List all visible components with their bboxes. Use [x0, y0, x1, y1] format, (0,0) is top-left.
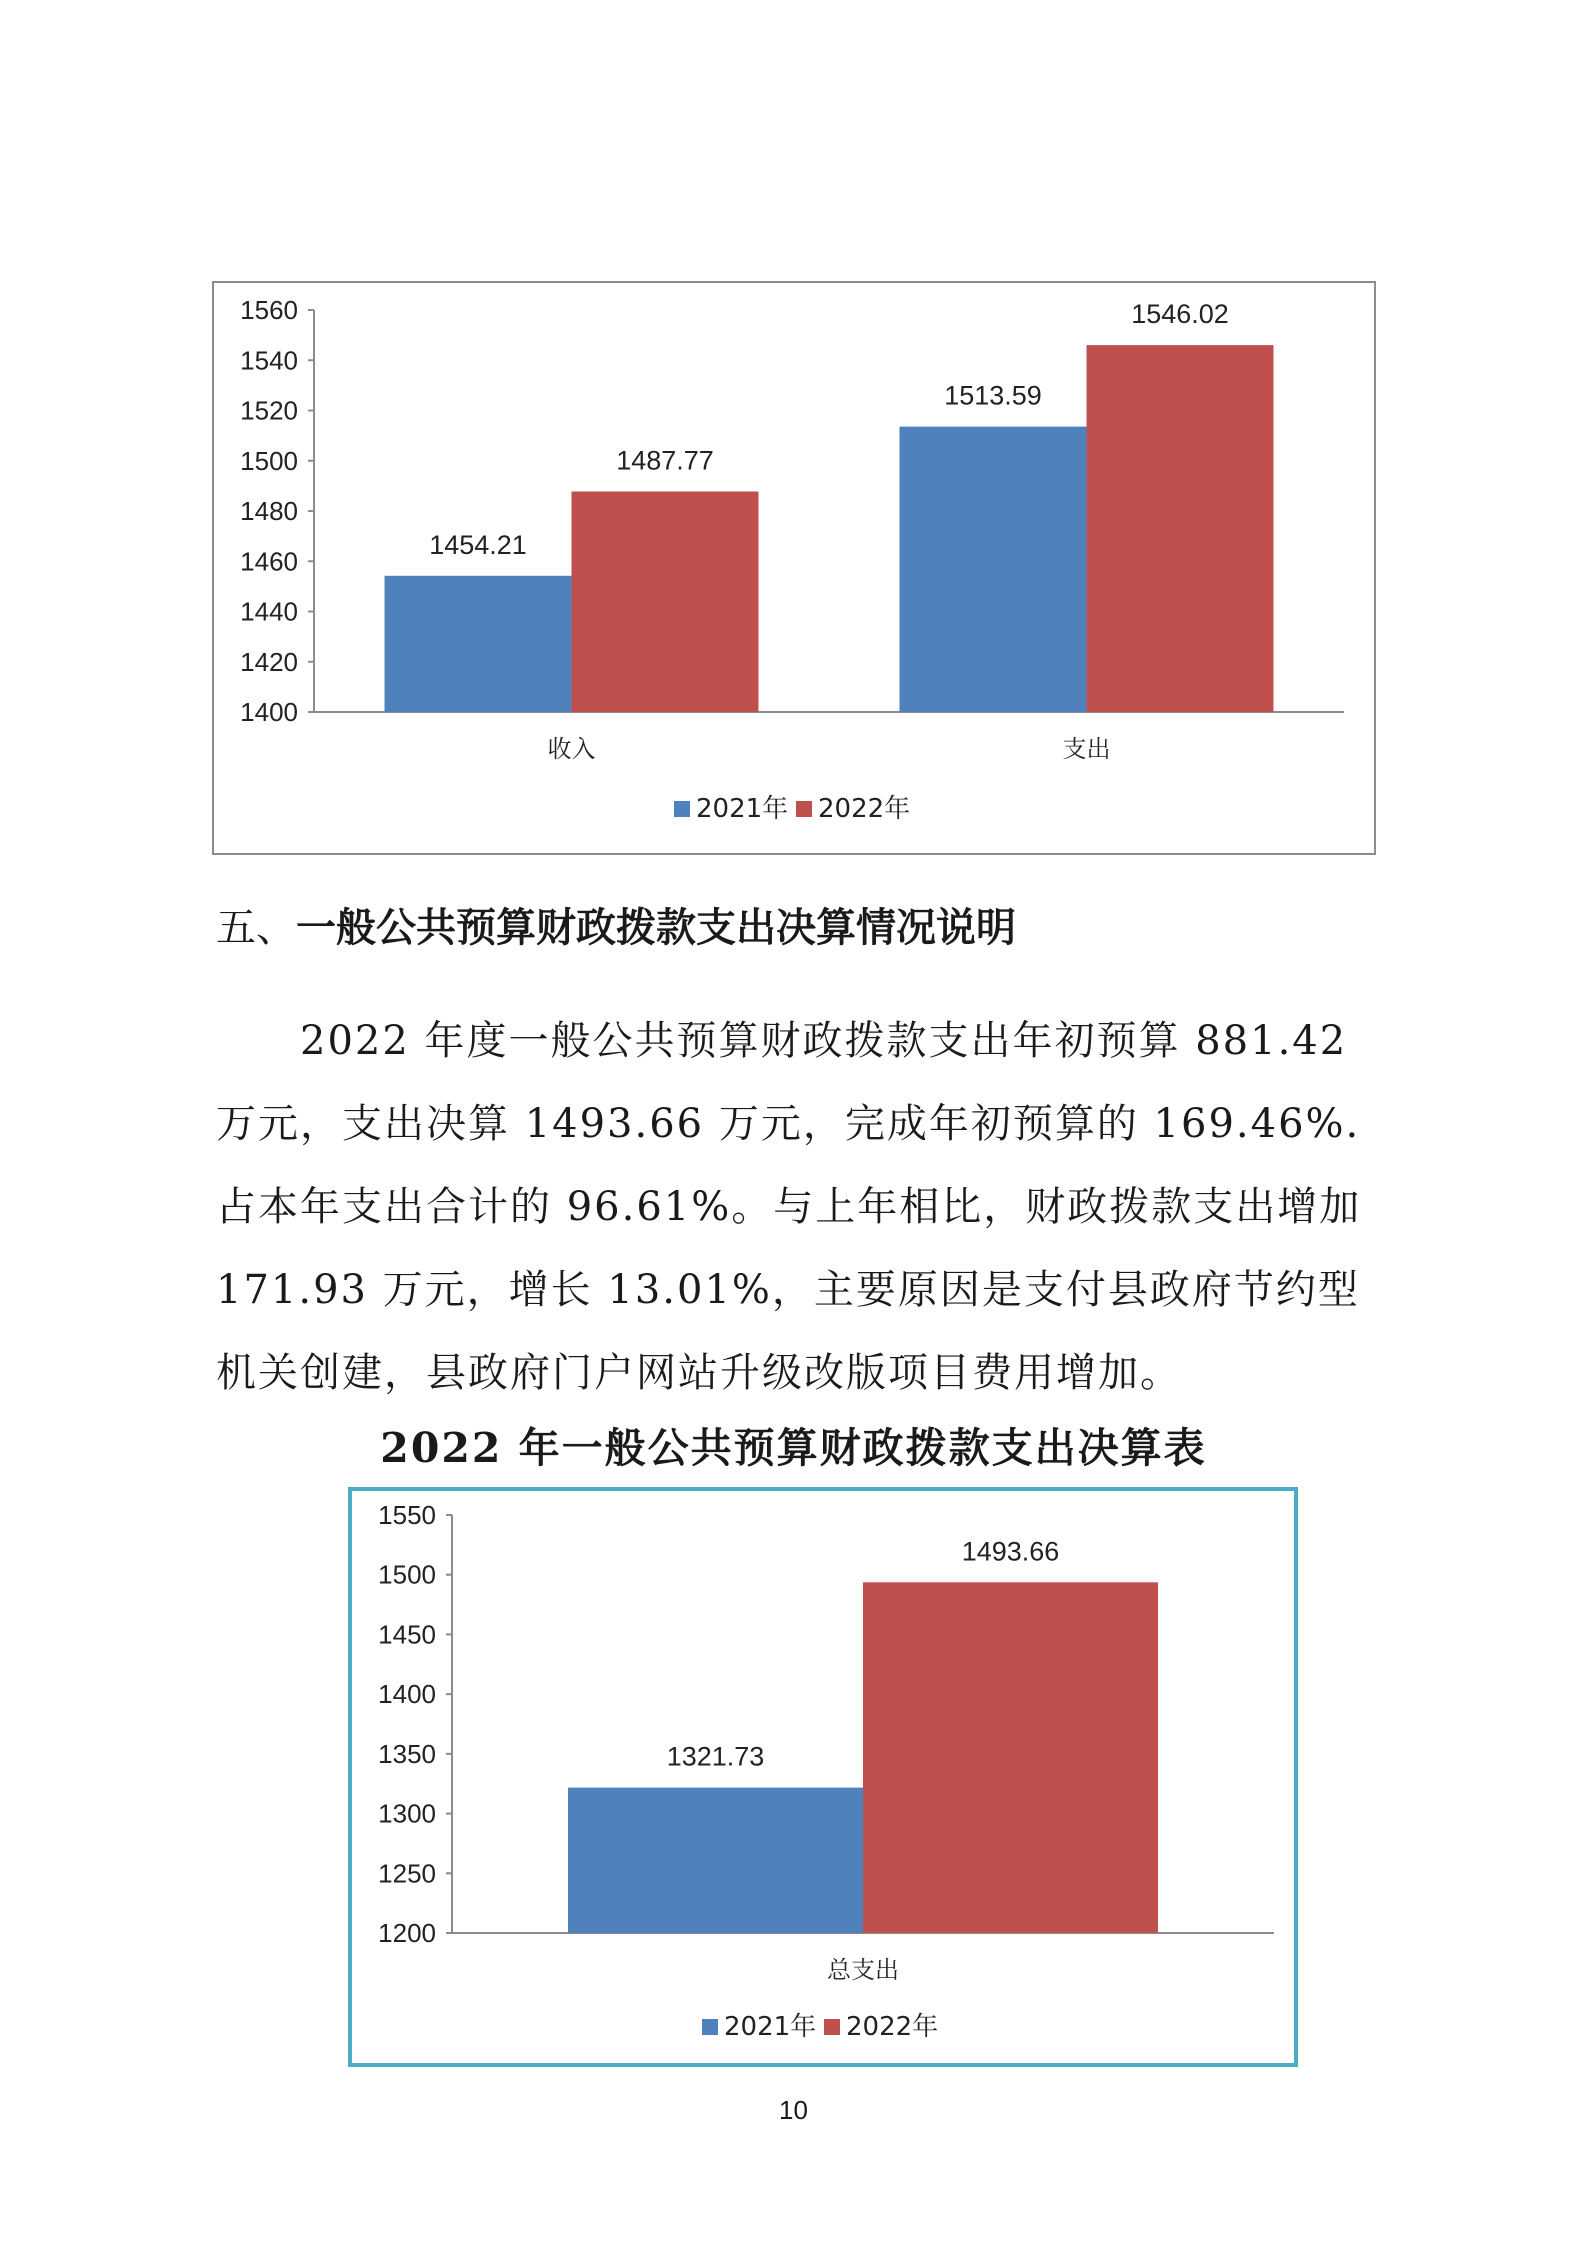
chart1-y-tick-label: 1420 [240, 646, 298, 677]
chart1-bar-2021 [385, 576, 572, 712]
chart1-legend-swatch [796, 801, 812, 817]
chart1-y-tick-label: 1460 [240, 546, 298, 577]
chart2-category-label: 总支出 [827, 1956, 899, 1984]
chart1-data-label: 1546.02 [1131, 299, 1229, 330]
table-title: 2022 年一般公共预算财政拨款支出决算表 [380, 1424, 1207, 1472]
chart2-legend-label: 2022年 [846, 2012, 939, 2042]
chart2-y-tick-label: 1500 [378, 1559, 436, 1590]
section-paragraph: 2022 年度一般公共预算财政拨款支出年初预算 881.42 万元，支出决算 1493.66 万元，完成年初预算的 169.46%.占本年支出合计的 96.61%。与上年相比，财政拨款支出增加 171.93 万元，增长 13.01%，主要原因是支付县政府节约型机关创建，县政府门户网站升级改版项目费用增加。 [216, 1018, 1362, 1396]
chart2-data-label: 1321.73 [666, 1741, 765, 1772]
chart1-data-label: 1513.59 [944, 380, 1042, 411]
chart2-y-tick-label: 1200 [378, 1918, 436, 1948]
chart2-legend-label: 2021年 [724, 2012, 817, 2042]
chart2-y-tick-label: 1400 [378, 1679, 436, 1710]
chart2-y-tick-label: 1250 [378, 1858, 436, 1889]
chart2-legend-swatch [824, 2019, 840, 2035]
chart1-bar-2022 [1087, 345, 1274, 712]
total-expense-chart [348, 1487, 1298, 2067]
chart1-category-label: 收入 [547, 735, 596, 763]
chart2-data-label: 1493.66 [961, 1536, 1060, 1567]
chart1-y-tick-label: 1520 [240, 395, 298, 426]
section-heading [216, 898, 1016, 958]
chart2-legend-swatch [702, 2019, 718, 2035]
chart1-data-label: 1454.21 [429, 529, 527, 560]
total-expense-chart-svg [352, 1491, 1294, 2063]
chart1-y-tick-label: 1500 [240, 445, 298, 476]
chart1-bar-2021 [900, 427, 1087, 712]
chart1-category-label: 支出 [1062, 735, 1111, 763]
chart2-bar-2022 [863, 1582, 1158, 1933]
income-expense-chart-svg [214, 283, 1374, 853]
page-number: 10 [779, 2095, 808, 2125]
chart2-y-tick-label: 1300 [378, 1798, 436, 1829]
chart2-y-tick-label: 1550 [378, 1500, 436, 1530]
chart1-y-tick-label: 1540 [240, 345, 298, 376]
chart1-y-tick-label: 1480 [240, 496, 298, 526]
chart1-y-tick-label: 1400 [240, 697, 298, 727]
income-expense-chart [212, 281, 1376, 855]
section-number: 五、 [216, 905, 296, 951]
section-title: 一般公共预算财政拨款支出决算情况说明 [296, 905, 1016, 951]
chart2-y-tick-label: 1450 [378, 1619, 436, 1650]
chart1-data-label: 1487.77 [616, 445, 714, 476]
chart1-bar-2022 [572, 491, 759, 712]
chart1-legend-label: 2022年 [818, 794, 911, 824]
chart1-legend-label: 2021年 [696, 794, 789, 824]
chart1-legend-swatch [674, 801, 690, 817]
chart1-y-tick-label: 1560 [240, 295, 298, 325]
chart2-bar-2021 [568, 1788, 863, 1933]
chart1-y-tick-label: 1440 [240, 596, 298, 627]
chart2-y-tick-label: 1350 [378, 1738, 436, 1769]
